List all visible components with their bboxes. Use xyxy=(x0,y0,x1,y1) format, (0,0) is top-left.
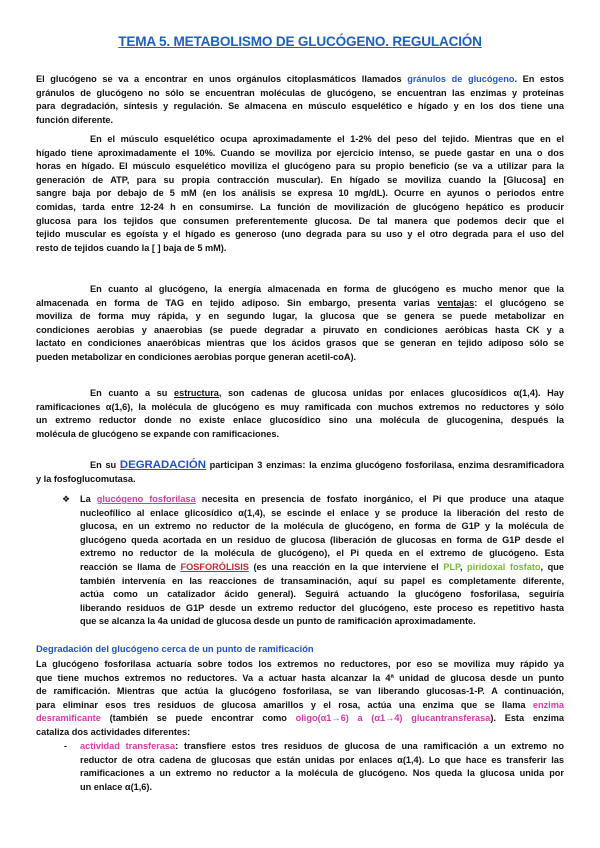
heading-degradacion: DEGRADACIÓN xyxy=(119,459,206,471)
section-heading-ramificacion: Degradación del glucógeno cerca de un punto de ramificación xyxy=(36,643,314,654)
paragraph-musculo-higado: En el músculo esquelético ocupa aproximadamente el 1-2% del peso del tejido. Mientras que en el hígado tiene aproximadamente el 10%. Cuando se moviliza por ejercicio intenso, se puede gastar en una o dos horas en hígado. El músculo esquelético moviliza el glucógeno para su propio beneficio (se va a utilizar para la generación de ATP, para su propia contracción muscular). En hígado se moviliza cuando la [Glucosa] en sangre baja por debajo de 5 mM (en los análisis se expresa 10 mg/dL). Ocurre en ayunos o periodos entre comidas, tarda entre 12-24 h en consumirse. La función de movilización de glucógeno hepático es producir glucosa para los tejidos que consumen preferentemente glucosa. De tal manera que podemos decir que el tejido muscular es egoísta y el hígado es generoso (uno degrada para su uso y el otro degrada para el uso del resto de tejidos cuando la [ ] baja de 5 mM). xyxy=(36,134,564,253)
term-estructura: estructura xyxy=(173,388,219,398)
term-enzima: enzima xyxy=(532,699,564,710)
term-ventajas: ventajas xyxy=(437,297,475,308)
term-piridoxal: piridoxal fosfato xyxy=(467,561,541,572)
dash-bullet: - xyxy=(64,741,67,751)
page-title: TEMA 5. METABOLISMO DE GLUCÓGENO. REGULACIÓN xyxy=(118,34,482,49)
paragraph-fosforilasa: La glucógeno fosforilasa necesita en presencia de fosfato inorgánico, el Pi que produce una ataque nucleofílico al enlace glicosídico α(1,4), se escinde el enlace y se produce la liberación del resto de glucosa, en un extremo no reductor de la molécula de glucógeno, en forma de G1P y la molécula de glucógeno queda acortada en un residuo de glucosa (liberación de glucosas en forma de G1P desde el extremo no reductor de la molécula de glucógeno), el Pi queda en el extremo de glucógeno. Esta reacción se llama de FOSFORÓLISIS (es una reacción en la que interviene el PLP, piridoxal fosfato, que también intervenía en las reacciones de transaminación, aquí su papel es completamente diferente, actúa como un catalizador ácido general). Seguirá actuando la glucógeno fosforilasa, seguiría liberando residuos de G1P desde un extremo reductor del glucógeno, este proceso es repetitivo hasta que se alcanza la 4a unidad de glucosa desde un punto de ramificación aproximadamente. xyxy=(80,494,565,627)
term-plp: PLP xyxy=(443,561,460,572)
paragraph-ventajas: En cuanto al glucógeno, la energía almacenada en forma de glucógeno es mucho menor que la almacenada en forma de TAG en tejido adiposo. Sin embargo, presenta varias ventajas: el glucógeno se moviliza de forma muy rápida, y en segundo lugar, la glucosa que se genera se puede metabolizar en condiciones aerobias y anaerobias (se puede degradar a piruvato en condiciones aeróbicas hasta CK y a lactato en condiciones anaeróbicas mientras que los ácidos grasos que se generan en tejido adiposo sólo se pueden metabolizar en condiciones aerobias porque generan acetil-coA). xyxy=(36,284,564,362)
diamond-bullet-icon: ❖ xyxy=(62,494,71,504)
term-desramificante: desramificante xyxy=(36,713,101,724)
term-glucantransferasa: oligo(α1→6) a (α1→4) glucantransferasa xyxy=(295,713,491,724)
term-granulos: gránulos de glucógeno xyxy=(407,74,515,84)
paragraph-desramificante: La glucógeno fosforilasa actuaría sobre todos los extremos no reductores, por eso se moviliza muy rápido ya que tiene muchos extremos no reductores. Va a actuar hasta alcanzar la 4ª unidad de glucosa desde un punto de ramificación. Mientras que actúa la glucógeno fosforilasa, se van liberando glucosas-1-P. A continuación, para eliminar esos tres residuos de glucosa amarillos y el rosa, actúa una enzima que se llama enzima desramificante (también se puede encontrar como oligo(α1→6) a (α1→4) glucantransferasa). Esta enzima cataliza dos actividades diferentes: xyxy=(36,659,564,737)
paragraph-intro: El glucógeno se va a encontrar en unos orgánulos citoplasmáticos llamados gránulos de glucógeno. En estos gránulos de glucógeno no sólo se encuentran moléculas de glucógeno, se encuentran las enzimas y proteínas para degradación, síntesis y regulación. Se almacena en músculo esquelético e hígado y en los dos tiene una función diferente. xyxy=(36,74,564,125)
term-glucogeno-fosforilasa: glucógeno fosforilasa xyxy=(96,494,196,504)
paragraph-transferasa: actividad transferasa: transfiere estos tres residuos de glucosa de una ramificación a un extremo no reductor de otra cadena de glucosas que están unidas por enlaces α(1,4). Lo que hace es transferir las ramificaciones a un extremo no reductor a la molécula de glucógeno. Nos queda la glucosa unida por un enlace α(1,6). xyxy=(80,741,565,792)
paragraph-degradacion: En su DEGRADACIÓN participan 3 enzimas: la enzima glucógeno fosforilasa, enzima desramificadora y la fosfoglucomutasa. xyxy=(36,459,564,484)
paragraph-estructura: En cuanto a su estructura, son cadenas de glucosa unidas por enlaces glucosídicos α(1,4). Hay ramificaciones α(1,6), la molécula de glucógeno es muy ramificada con muchos extremos no reductores y sólo un extremo reductor donde no existe enlace glucosídico sino una molécula de glucogenina, después la molécula de glucógeno se expande con ramificaciones. xyxy=(36,388,564,439)
term-fosforolisis: FOSFORÓLISIS xyxy=(180,561,249,572)
term-actividad-transferasa: actividad transferasa xyxy=(80,741,176,751)
